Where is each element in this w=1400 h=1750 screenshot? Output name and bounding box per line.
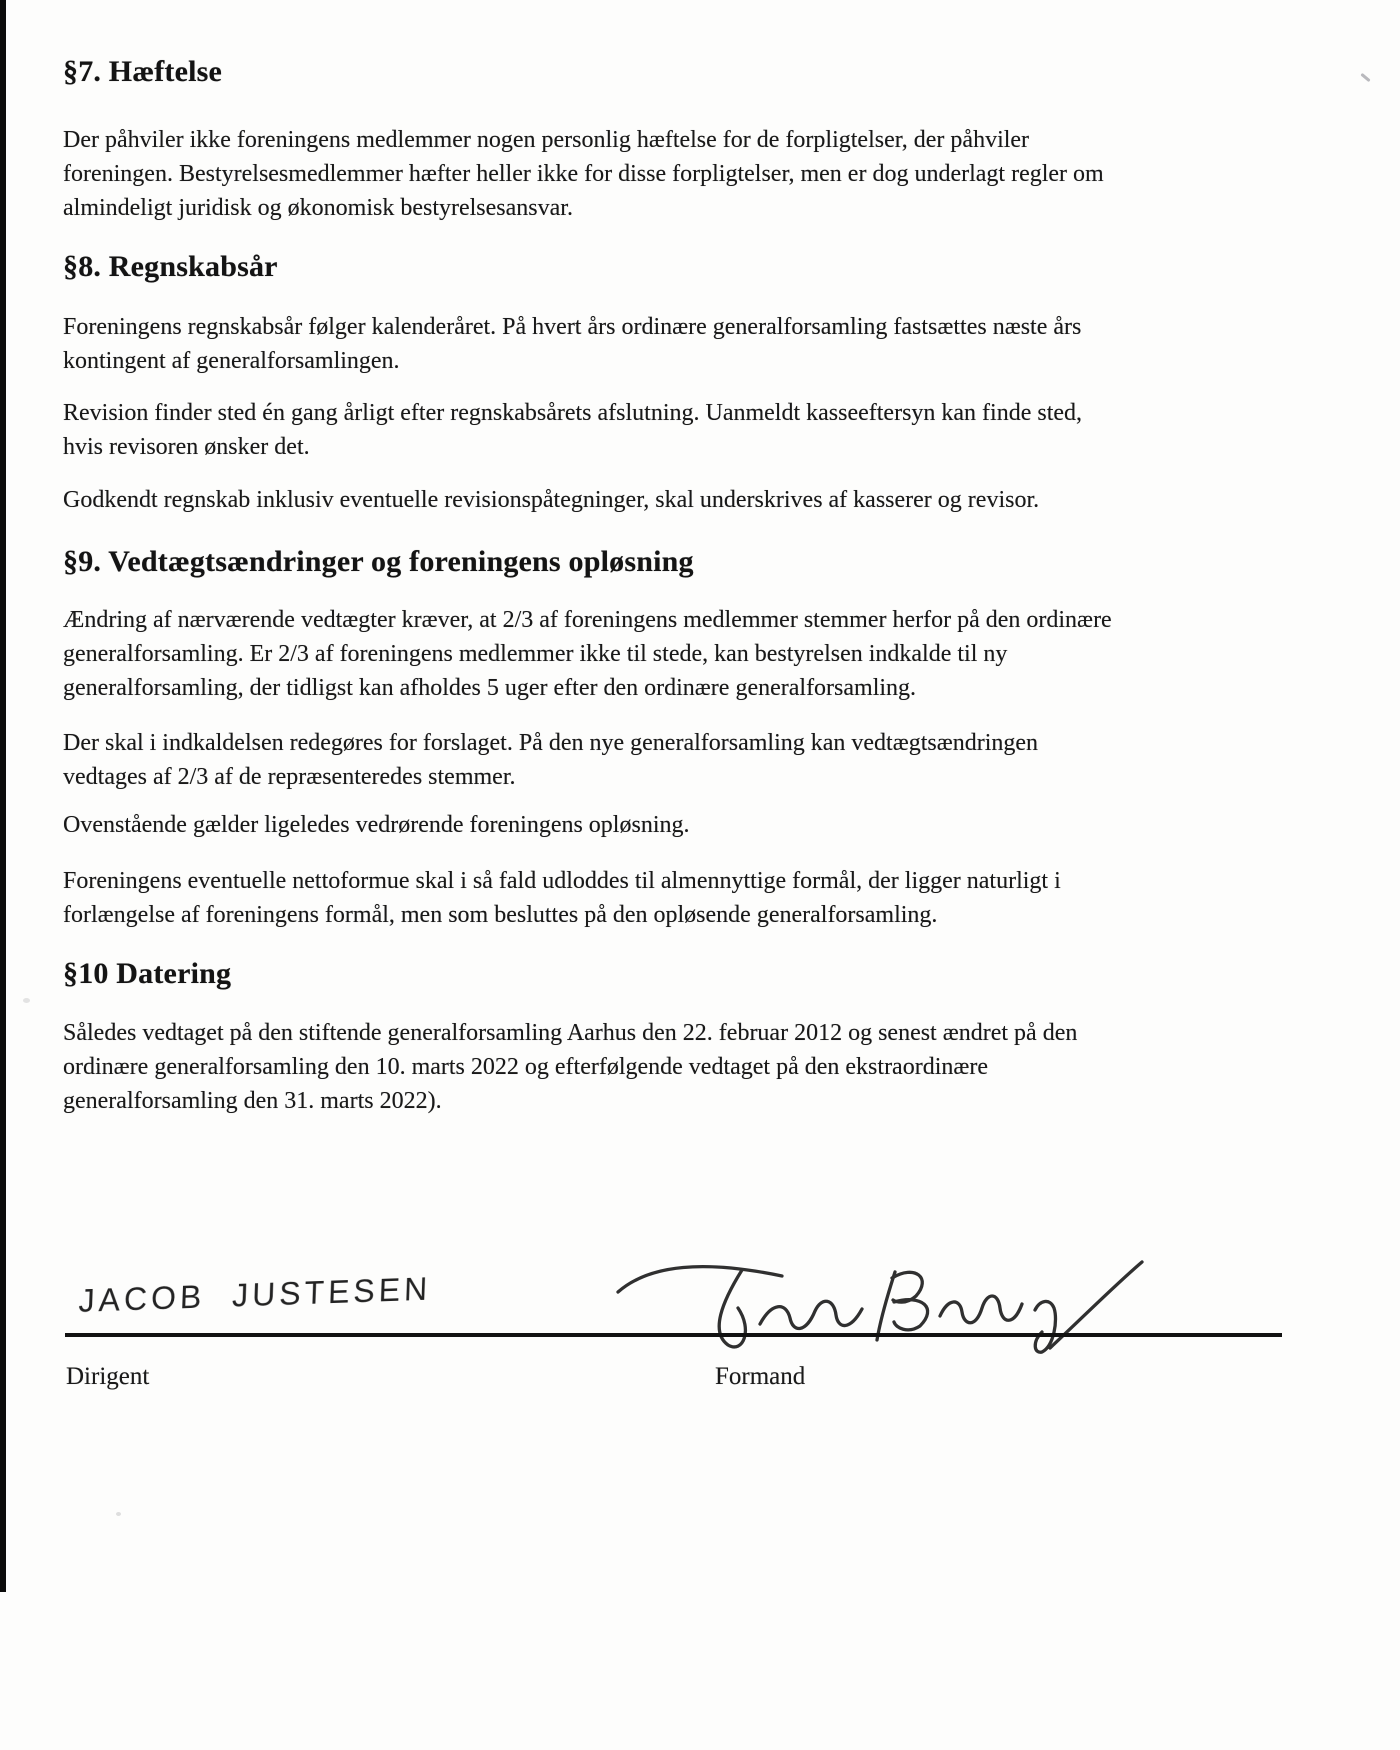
text-line: generalforsamling, der tidligst kan afholdes 5 uger efter den ordinære generalforsamling.	[63, 675, 917, 701]
paragraph	[63, 310, 1081, 378]
paragraph	[63, 808, 689, 842]
scan-speckle	[23, 998, 30, 1003]
paragraph	[63, 1016, 1077, 1118]
text-line: Godkendt regnskab inklusiv eventuelle revisionspåtegninger, skal underskrives af kasserer og revisor.	[63, 487, 1040, 513]
scan-edge-artifact	[0, 0, 6, 1592]
paragraph	[63, 726, 1038, 794]
text-line: hvis revisoren ønsker det.	[63, 434, 310, 460]
paragraph	[63, 864, 1061, 932]
text-line: Ændring af nærværende vedtægter kræver, at 2/3 af foreningens medlemmer stemmer herfor på den ordinære	[63, 607, 1112, 633]
paragraph	[63, 603, 1112, 705]
text-line: Ovenstående gælder ligeledes vedrørende foreningens opløsning.	[63, 812, 690, 838]
section-heading-7: §7. Hæftelse	[63, 55, 223, 88]
formand-label: Formand	[715, 1363, 806, 1390]
section-heading-8: §8. Regnskabsår	[63, 250, 278, 283]
text-line: vedtages af 2/3 af de repræsenteredes stemmer.	[63, 764, 516, 790]
paragraph	[63, 123, 1104, 225]
text-line: ordinære generalforsamling den 10. marts 2022 og efterfølgende vedtaget på den ekstraordinære	[63, 1054, 989, 1080]
text-line: generalforsamling den 31. marts 2022).	[63, 1088, 442, 1114]
text-line: Foreningens eventuelle nettoformue skal i så fald udloddes til almennyttige formål, der ligger naturligt i	[63, 868, 1061, 894]
scan-speckle	[1360, 73, 1370, 82]
signature-rule-line	[65, 1333, 1282, 1337]
dirigent-handwritten-signature: JACOB JUSTESEN	[78, 1270, 432, 1319]
formand-signature	[610, 1258, 1150, 1358]
text-line: generalforsamling. Er 2/3 af foreningens medlemmer ikke til stede, kan bestyrelsen indkalde til ny	[63, 641, 1008, 667]
text-line: Der skal i indkaldelsen redegøres for forslaget. På den nye generalforsamling kan vedtægtsændringen	[63, 730, 1039, 756]
text-line: Således vedtaget på den stiftende generalforsamling Aarhus den 22. februar 2012 og senest ændret på den	[63, 1020, 1078, 1046]
text-line: Foreningens regnskabsår følger kalenderåret. På hvert års ordinære generalforsamling fastsættes næste års	[63, 314, 1082, 340]
text-line: Der påhviler ikke foreningens medlemmer nogen personlig hæftelse for de forpligtelser, der påhviler	[63, 127, 1030, 153]
text-line: Revision finder sted én gang årligt efter regnskabsårets afslutning. Uanmeldt kasseeftersyn kan finde sted,	[63, 400, 1083, 426]
text-line: foreningen. Bestyrelsesmedlemmer hæfter heller ikke for disse forpligtelser, men er dog underlagt regler om	[63, 161, 1104, 187]
paragraph	[63, 396, 1082, 464]
section-heading-10: §10 Datering	[63, 957, 232, 990]
paragraph	[63, 483, 1039, 517]
text-line: forlængelse af foreningens formål, men som besluttes på den opløsende generalforsamling.	[63, 902, 938, 928]
scan-speckle	[116, 1512, 121, 1516]
text-line: kontingent af generalforsamlingen.	[63, 348, 400, 374]
section-heading-9: §9. Vedtægtsændringer og foreningens opløsning	[63, 545, 694, 578]
dirigent-label: Dirigent	[66, 1363, 150, 1390]
text-line: almindeligt juridisk og økonomisk bestyrelsesansvar.	[63, 195, 573, 221]
